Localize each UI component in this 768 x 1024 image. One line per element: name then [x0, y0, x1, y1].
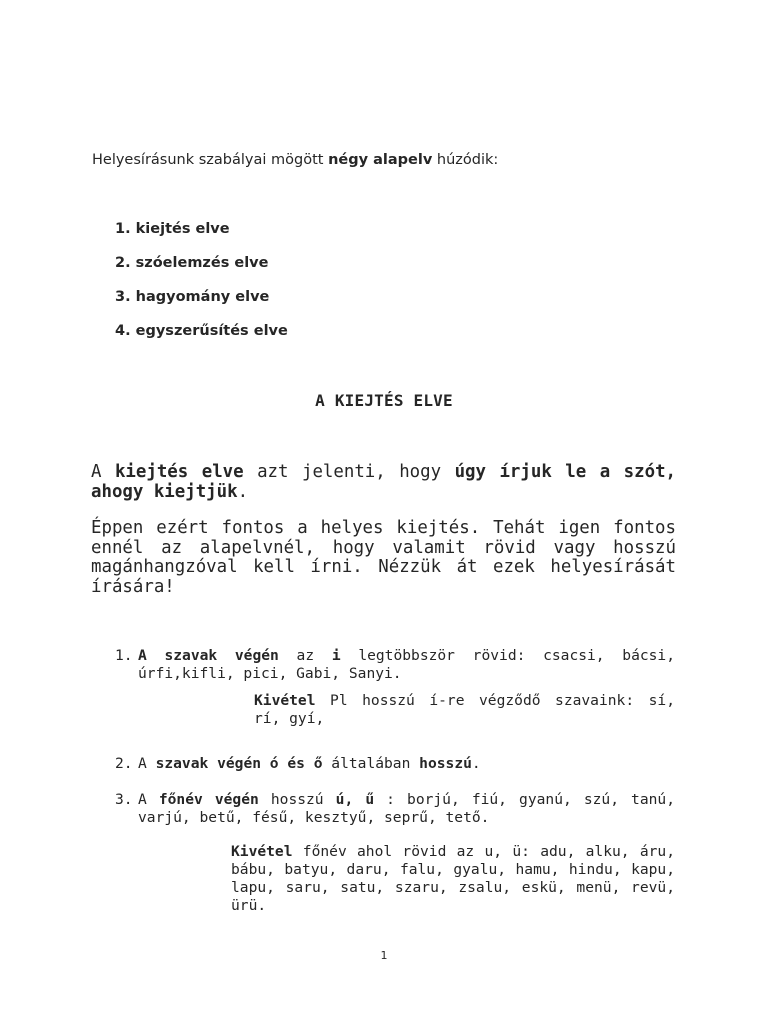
rule-item-3 — [115, 791, 675, 827]
rule-emphasis: i — [331, 647, 341, 664]
principle-item-4: 4. egyszerűsítés elve — [115, 323, 288, 339]
explanation-paragraph: Éppen ezért fontos a helyes kiejtés. Tehát igen fontos ennél az alapelvnél, hogy valamit rövid vagy hosszú magánhangzóval kell írni. Nézzük át ezek helyesírását írására! — [91, 518, 676, 597]
rule-number: 3. — [115, 791, 133, 808]
definition-paragraph — [91, 463, 676, 502]
rule-emphasis: A szavak végén — [138, 647, 279, 664]
page-number: 1 — [380, 949, 388, 962]
definition-term: kiejtés elve — [114, 462, 244, 482]
rule-text-part: : borjú, fiú, gyanú, szú, tanú, varjú, betű, fésű, kesztyű, seprű, tető. — [138, 791, 675, 826]
exception-label: Kivétel — [231, 843, 293, 860]
rule-text-part: . — [471, 755, 481, 772]
intro-text-start: Helyesírásunk szabályai mögött — [92, 152, 329, 168]
rule-number: 2. — [115, 755, 133, 772]
definition-text-1: A — [91, 462, 115, 482]
exception-note-2 — [231, 843, 675, 915]
definition-text-3: . — [237, 481, 249, 502]
rule-text-part: legtöbbször rövid: csacsi, bácsi, úrfi,kifli, pici, Gabi, Sanyi. — [138, 647, 676, 682]
rule-emphasis: hosszú — [419, 755, 472, 772]
exception-text: főnév ahol rövid az u, ü: adu, alku, áru, bábu, batyu, daru, falu, gyalu, hamu, hindu, kapu, lapu, saru, satu, szaru, zsalu, eskü, menü, revü, ürü. — [231, 843, 675, 914]
rule-item-2 — [115, 755, 675, 773]
rule-emphasis: főnév végén — [158, 791, 259, 808]
rule-text-part: általában — [322, 755, 420, 772]
principle-item-2: 2. szóelemzés elve — [115, 255, 269, 271]
principle-item-3: 3. hagyomány elve — [115, 289, 270, 305]
rule-item-1 — [115, 647, 675, 683]
intro-sentence — [92, 152, 498, 168]
rule-text — [138, 755, 675, 773]
rule-text — [138, 791, 675, 827]
principle-item-1: 1. kiejtés elve — [115, 221, 230, 237]
rule-emphasis: szavak végén ó és ő — [155, 755, 323, 772]
rule-text-part: az — [278, 647, 332, 664]
intro-emphasis: négy alapelv — [328, 152, 433, 168]
definition-text-2: azt jelenti, hogy — [243, 462, 455, 482]
exception-text: Pl hosszú í-re végződő szavaink: sí, rí, gyí, — [254, 692, 675, 727]
exception-label: Kivétel — [254, 692, 316, 709]
rule-text-part: A — [138, 755, 156, 772]
rule-number: 1. — [115, 647, 133, 664]
rule-emphasis: ú, ű — [335, 791, 375, 808]
definition-rule: úgy írjuk le a szót, ahogy kiejtjük — [91, 462, 677, 502]
rule-text-part: A — [138, 791, 159, 808]
section-heading: A KIEJTÉS ELVE — [315, 391, 453, 410]
rule-text-part: hosszú — [258, 791, 336, 808]
intro-text-end: húzódik: — [432, 152, 499, 168]
exception-note-1 — [254, 692, 675, 728]
rule-text — [138, 647, 675, 683]
